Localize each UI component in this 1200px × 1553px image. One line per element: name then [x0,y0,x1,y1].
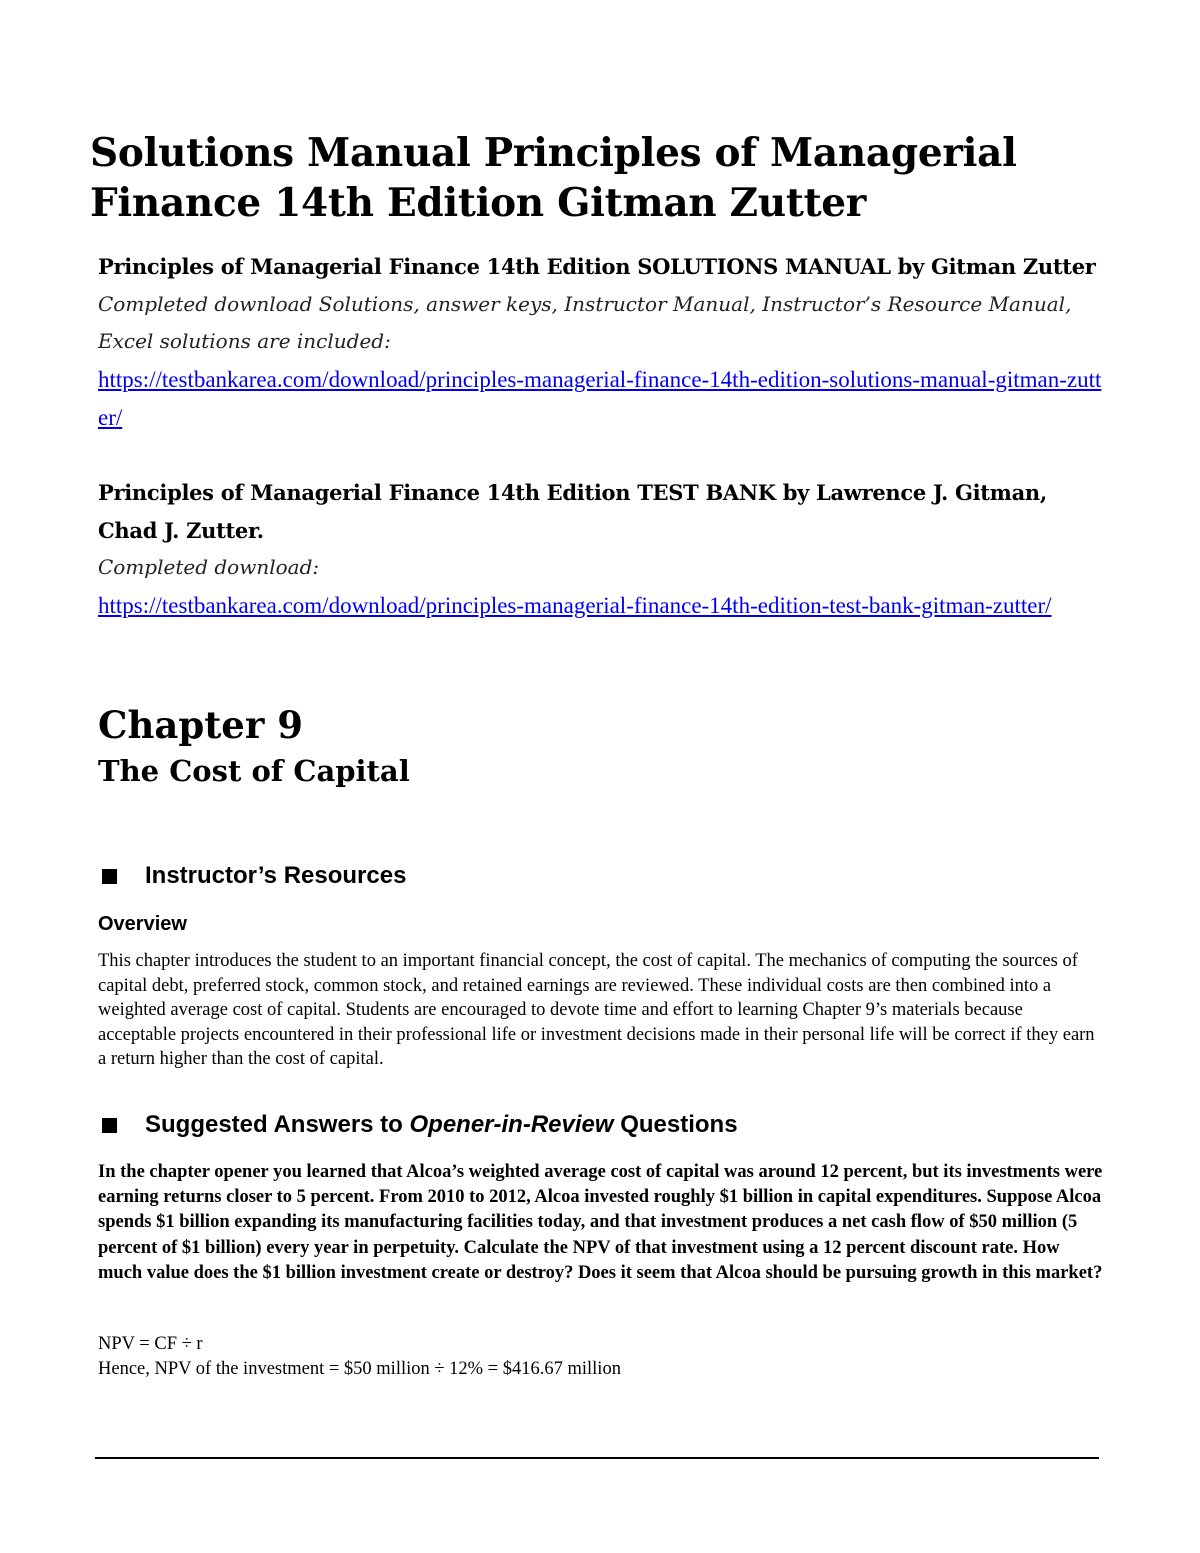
square-bullet-icon [102,1118,117,1133]
solutions-manual-heading: Principles of Managerial Finance 14th Edition SOLUTIONS MANUAL by Gitman Zutter [98,254,1096,279]
square-bullet-icon [102,869,117,884]
document-title: Solutions Manual Principles of Managerial Finance 14th Edition Gitman Zutter [90,130,1017,226]
solutions-manual-note: Completed download Solutions, answer keys, Instructor Manual, Instructor’s Resource Manual, Excel solutions are included: [98,291,1072,353]
test-bank-heading: Principles of Managerial Finance 14th Edition TEST BANK by Lawrence J. Gitman, Chad J. Zutter. [98,480,1047,543]
npv-formula: NPV = CF ÷ r [98,1334,203,1354]
suggested-answers-prefix: Suggested Answers to [145,1111,410,1138]
solutions-manual-block [98,248,1108,438]
test-bank-block [98,474,1108,625]
footer-divider [95,1457,1099,1459]
test-bank-link[interactable]: https://testbankarea.com/download/principles-managerial-finance-14th-edition-test-bank-gitman-zutter/ [98,592,1052,618]
chapter-number: Chapter 9 [98,703,303,747]
overview-paragraph: This chapter introduces the student to an important financial concept, the cost of capital. The mechanics of computing the sources of capital debt, preferred stock, common stock, and retained earnings are reviewed. These individual costs are then combined into a weighted average cost of capital. Students are encouraged to devote time and effort to learning Chapter 9’s materials because acceptable projects encountered in their professional life or investment decisions made in their personal life will be correct if they earn a return higher than the cost of capital. [98,951,1095,1069]
answer-block [98,1332,1098,1382]
npv-result: Hence, NPV of the investment = $50 million ÷ 12% = $416.67 million [98,1359,621,1379]
suggested-answers-suffix: Questions [613,1111,738,1138]
overview-heading: Overview [98,913,187,935]
opener-question: In the chapter opener you learned that Alcoa’s weighted average cost of capital was around 12 percent, but its investments were earning returns closer to 5 percent. From 2010 to 2012, Alcoa invested roughly $1 billion in capital expenditures. Suppose Alcoa spends $1 billion expanding its manufacturing facilities today, and that investment produces a net cash flow of $50 million (5 percent of $1 billion) every year in perpetuity. Calculate the NPV of that investment using a 12 percent discount rate. How much value does the $1 billion investment create or destroy? Does it seem that Alcoa should be pursuing growth in this market? [98,1162,1103,1283]
test-bank-note: Completed download: [98,555,320,579]
opener-in-review-label: Opener-in-Review [409,1111,614,1138]
solutions-manual-link[interactable]: https://testbankarea.com/download/principles-managerial-finance-14th-edition-solutions-manual-gitman-zutter/ [98,366,1102,430]
instructors-resources-heading [102,860,406,892]
chapter-title: The Cost of Capital [98,754,410,788]
instructors-resources-label: Instructor’s Resources [145,862,407,889]
suggested-answers-label [145,1109,738,1141]
suggested-answers-heading [102,1109,738,1141]
